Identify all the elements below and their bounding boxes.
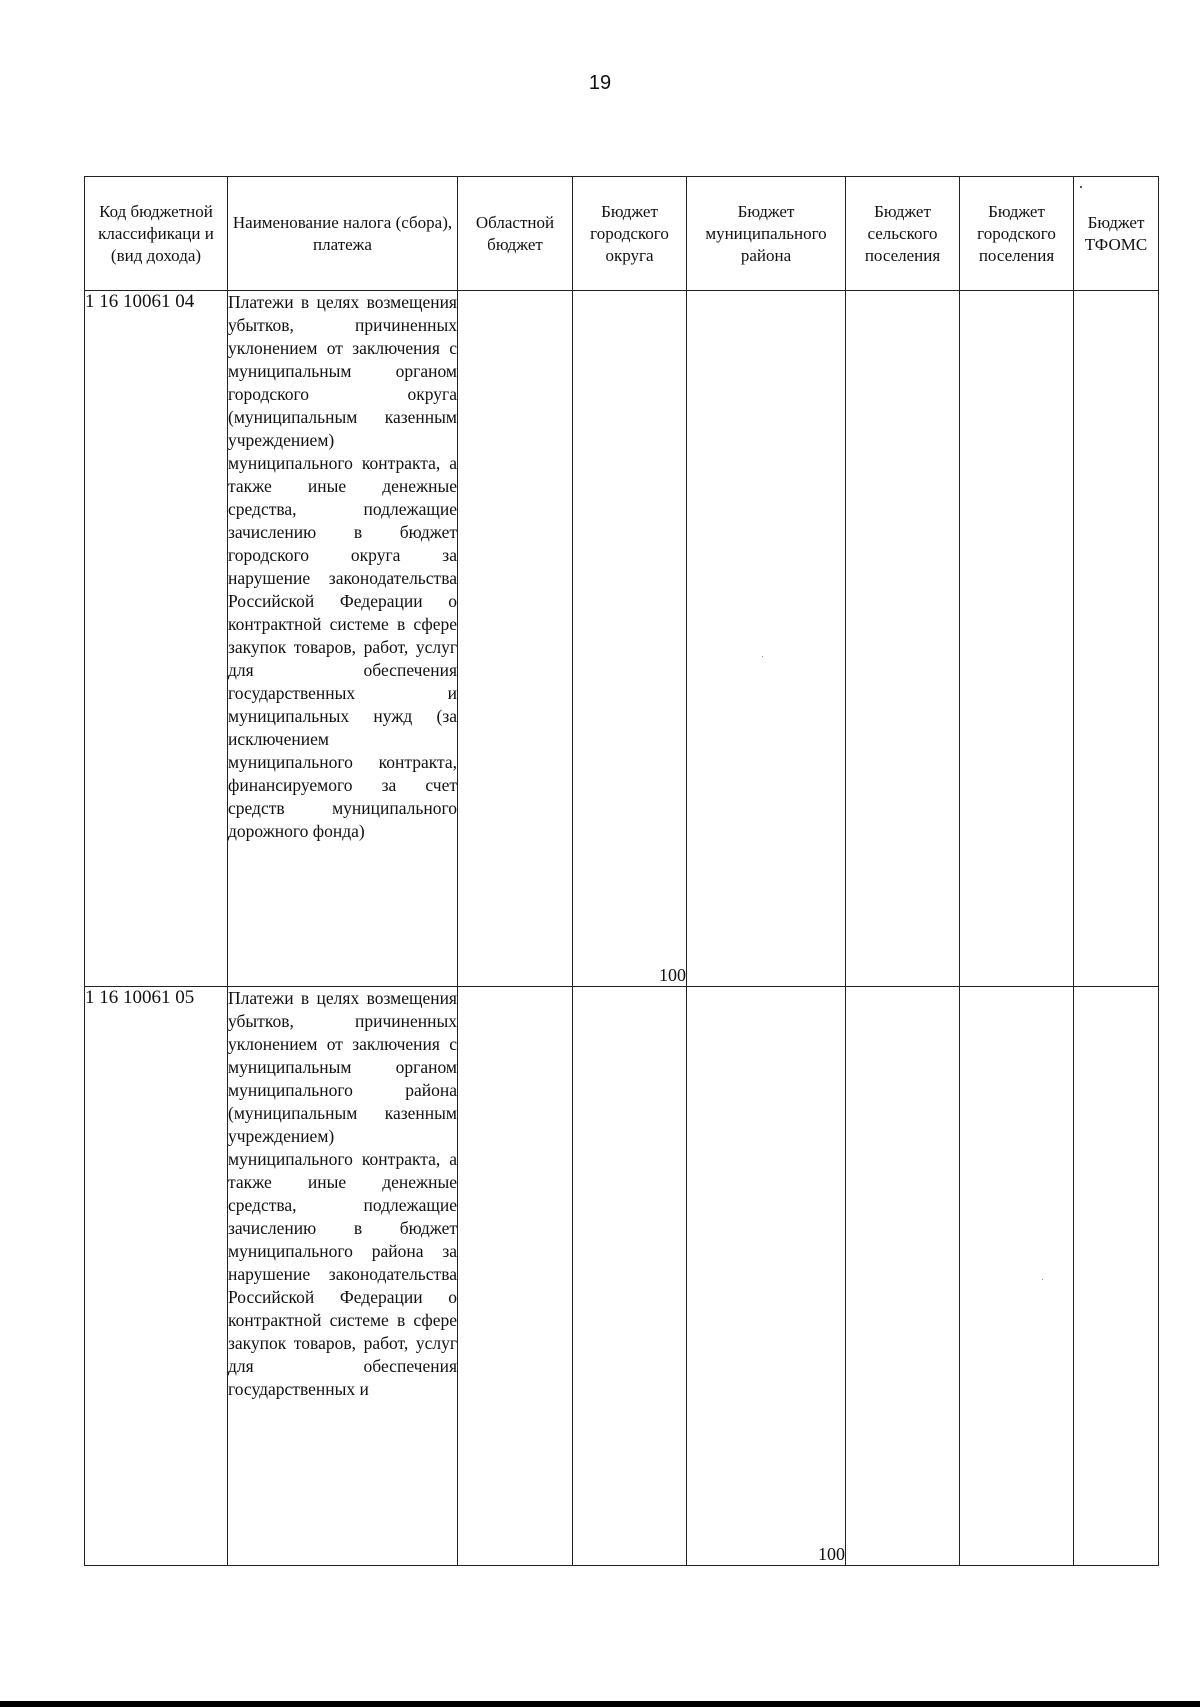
cell-mun-rayon <box>687 291 846 987</box>
header-code: Код бюджетной классификаци и (вид дохода) <box>85 177 228 291</box>
header-oblast: Областной бюджет <box>458 177 573 291</box>
scan-bottom-edge <box>0 1701 1200 1707</box>
scan-speck <box>762 656 763 657</box>
cell-gorodskoy-okrug <box>573 987 687 1566</box>
header-gorodskoy-okrug: Бюджет городского округа <box>573 177 687 291</box>
cell-oblast <box>458 987 573 1566</box>
table-row <box>85 291 1159 987</box>
header-gorodskoe-poselenie: Бюджет городского поселения <box>960 177 1074 291</box>
revenue-distribution-table <box>84 176 1159 1566</box>
row-description-text: Платежи в целях возмещения убытков, причиненных уклонением от заключения с муниципальным органом муниципального района (муниципальным казенным учреждением) муниципального контракта, а также иные денежные средства, подлежащие зачислению в бюджет муниципального района за нарушение законодательства Российской Федерации о контрактной системе в сфере закупок товаров, работ, услуг для обеспечения государственных и <box>228 988 457 1399</box>
cell-gorodskoy-okrug: 100 <box>573 291 687 987</box>
table-row <box>85 987 1159 1566</box>
cell-mun-rayon: 100 <box>687 987 846 1566</box>
cell-tfoms <box>1074 987 1159 1566</box>
page-number: 19 <box>588 72 612 94</box>
table-header-row <box>85 177 1159 291</box>
header-name: Наименование налога (сбора), платежа <box>228 177 458 291</box>
header-mun-rayon: Бюджет муниципального района <box>687 177 846 291</box>
row-description <box>228 987 458 1566</box>
cell-gorodskoe-poselenie <box>960 291 1074 987</box>
row-description <box>228 291 458 987</box>
row-code: 1 16 10061 05 <box>85 987 228 1566</box>
scan-speck <box>1042 1279 1043 1280</box>
header-tfoms: Бюджет ТФОМС <box>1074 177 1159 291</box>
row-code: 1 16 10061 04 <box>85 291 228 987</box>
scan-speck <box>1080 186 1082 188</box>
cell-selskoe-poselenie <box>846 291 960 987</box>
cell-gorodskoe-poselenie <box>960 987 1074 1566</box>
cell-oblast <box>458 291 573 987</box>
row-description-text: Платежи в целях возмещения убытков, причиненных уклонением от заключения с муниципальным органом городского округа (муниципальным казенным учреждением) муниципального контракта, а также иные денежные средства, подлежащие зачислению в бюджет городского округа за нарушение законодательства Российской Федерации о контрактной системе в сфере закупок товаров, работ, услуг для обеспечения государственных и муниципальных нужд (за исключением муниципального контракта, финансируемого за счет средств муниципального дорожного фонда) <box>228 292 457 841</box>
cell-selskoe-poselenie <box>846 987 960 1566</box>
cell-tfoms <box>1074 291 1159 987</box>
header-selskoe-poselenie: Бюджет сельского поселения <box>846 177 960 291</box>
